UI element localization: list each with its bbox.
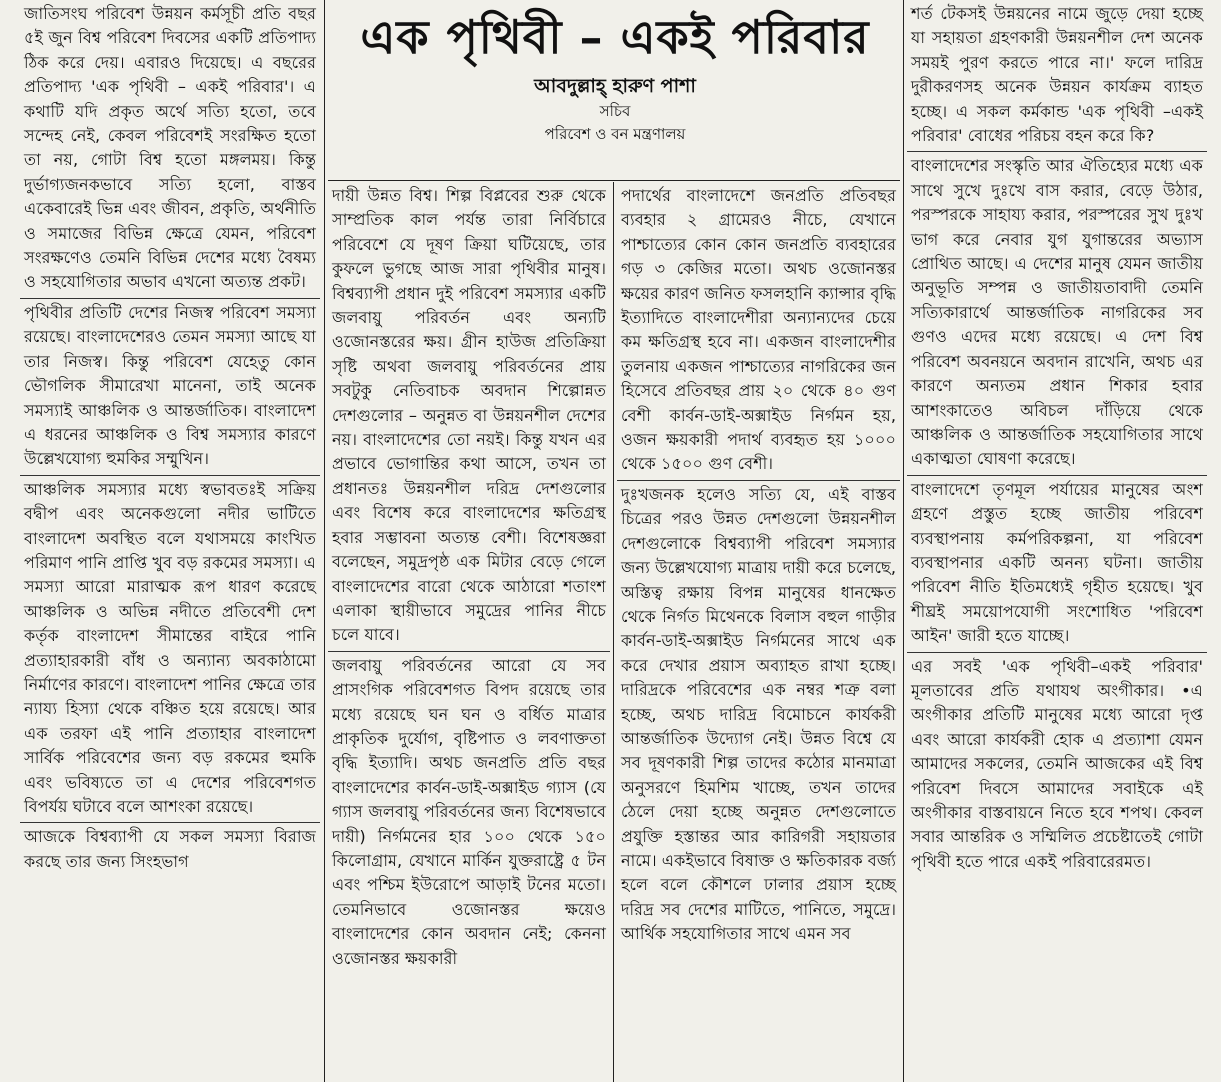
paragraph: পদার্থের বাংলাদেশে জনপ্রতি প্রতিবছর ব্যবহার ২ গ্রামেরও নীচে, যেখানে পাশ্চাত্যের কোন কোন জনপ্রতি ব্যবহারের গড় ৩ কেজির মতো। অথচ ওজোনস্তর ক্ষয়ের কারণ জনিত ফসলহানি ক্যান্সার বৃদ্ধি ইত্যাদিতে বাংলাদেশীরা অন্যান্যদের চেয়ে কম ক্ষতিগ্রস্থ হবে না। একজন বাংলাদেশীর তুলনায় একজন পাশ্চাত্যের নাগরিকের জন হিসেবে প্রতিবছর প্রায় ২০ থেকে ৪০ গুণ বেশী কার্বন-ডাই-অক্সাইড নির্গমন হয়, ওজন ক্ষয়কারী পদার্থ ব্যবহৃত হয় ১০০০ থেকে ১৫০০ গুণ বেশী। <box>617 182 900 481</box>
author-role: সচিব <box>599 102 631 120</box>
paragraph: বাংলাদেশে তৃণমূল পর্যায়ের মানুষের অংশ গ্রহণে প্রস্তুত হচ্ছে জাতীয় পরিবেশ ব্যবস্থাপনায় কর্মপরিকল্পনা, যা পরিবেশ ব্যবস্থাপনার একটি অনন্য ঘটনা। জাতীয় পরিবেশ নীতি ইতিমধ্যেই গৃহীত হয়েছে। খুব শীঘ্রই সময়োপযোগী সংশোধিত 'পরিবেশ আইন' জারী হতে যাচ্ছে। <box>907 476 1207 653</box>
column-3 <box>617 182 900 1082</box>
paragraph: আজকে বিশ্বব্যাপী যে সকল সমস্যা বিরাজ করছে তার জন্য সিংহভাগ <box>24 827 316 871</box>
paragraph: জলবায়ু পরিবর্তনের আরো যে সব প্রাসংগিক পরিবেশগত বিপদ রয়েছে তার মধ্যে রয়েছে ঘন ঘন ও বর্ধিত মাত্রার প্রাকৃতিক দুর্যোগ, বৃষ্টিপাত ও লবণাক্ততা বৃদ্ধি ইত্যাদি। অথচ জনপ্রতি প্রতি বছর বাংলাদেশের কার্বন-ডাই-অক্সাইড গ্যাস (যে গ্যাস জলবায়ু পরিবর্তনের জন্য বিশেষভাবে দায়ী) নির্গমনের হার ১০০ থেকে ১৫০ কিলোগ্রাম, যেখানে মার্কিন যুক্তরাষ্ট্রে ৫ টন এবং পশ্চিম ইউরোপে আড়াই টনের মতো। তেমনিভাবে ওজোনস্তর ক্ষয়েও বাংলাদেশের কোন অবদান নেই; কেননা ওজোনস্তর ক্ষয়কারী <box>332 655 606 968</box>
column-divider <box>324 0 325 1082</box>
paragraph: শর্ত টেকসই উন্নয়নের নামে জুড়ে দেয়া হচ্ছে যা সহায়তা গ্রহণকারী উন্নয়নশীল দেশ অনেক সময়ই পুরণ করতে পারে না।' ফলে দারিদ্র দুরীকরণসহ অনেক উন্নয়ন কার্যক্রম ব্যাহত হচ্ছে। এ সকল কর্মকান্ড 'এক পৃথিবী –একই পরিবার' বোধের পরিচয় বহন করে কি? <box>907 0 1207 152</box>
column-1 <box>20 0 320 1082</box>
article-header <box>330 4 900 146</box>
column-divider <box>613 182 614 1082</box>
article-title: এক পৃথিবী – একই পরিবার <box>360 10 870 64</box>
paragraph: এর সবই 'এক পৃথিবী–একই পরিবার' মূলতাবের প্রতি যথাযথ অংগীকার। •এ অংগীকার প্রতিটি মানুষের মধ্যে আরো দৃপ্ত এবং আরো কার্যকরী হোক এ প্রত্যাশা যেমন আমাদের সকলের, তেমনি আজকের এই বিশ্ব পরিবেশ দিবসে আমাদের সবাইকে এই অংগীকার বাস্তবায়নে নিতে হবে শপথ। কেবল সবার আন্তরিক ও সম্মিলিত প্রচেষ্টাতেই গোটা পৃথিবী হতে পারে একই পরিবারেরমত। <box>911 656 1203 871</box>
column-4 <box>907 0 1207 1082</box>
paragraph: বাংলাদেশের সংস্কৃতি আর ঐতিহ্যের মধ্যে এক সাথে সুখে দুঃখে বাস করার, বেড়ে উঠার, পরস্পরকে সাহায্য করার, পরস্পরের সুখ দুঃখ ভাগ করে নেবার যুগ যুগান্তরের অভ্যাস প্রোথিত আছে। এ দেশের মানুষ যেমন জাতীয় অনুভূতি সম্পন্ন ও জাতীয়তাবাদী তেমনি সত্যিকারার্থে আন্তর্জাতিক নাগরিকের সব গুণও এদের মধ্যে রয়েছে। এ দেশ বিশ্ব পরিবেশ অবনয়নে অবদান রাখেনি, অথচ এর কারণে অন্যতম প্রধান শিকার হবার আশংকাতেও অবিচল দাঁড়িয়ে থেকে আঞ্চলিক ও আন্তর্জাতিক সহযোগিতার সাথে একাত্মতা ঘোষণা করেছে। <box>907 152 1207 475</box>
paragraph: দায়ী উন্নত বিশ্ব। শিল্প বিপ্লবের শুরু থেকে সাম্প্রতিক কাল পর্যন্ত তারা নির্বিচারে পরিবেশে যে দূষণ ক্রিয়া ঘটিয়েছে, তার কুফলে ভুগছে আজ সারা পৃথিবীর মানুষ। বিশ্বব্যাপী প্রধান দুই পরিবেশ সমস্যার একটি জলবায়ু পরিবর্তন এবং অন্যটি ওজোনস্তরের ক্ষয়। গ্রীন হাউজ প্রতিক্রিয়া সৃষ্টি অথবা জলবায়ু পরিবর্তনের প্রায় সবটুকু নেতিবাচক অবদান শিল্পোন্নত দেশগুলোর – অনুন্নত বা উন্নয়নশীল দেশের নয়। বাংলাদেশের তো নয়ই। কিন্তু যখন এর প্রভাবে ভোগান্তির কথা আসে, তখন তা প্রধানতঃ উন্নয়নশীল দরিদ্র দেশগুলোর এবং বিশেষ করে বাংলাদেশের ক্ষতিগ্রস্থ হবার সম্ভাবনা অত্যন্ত বেশী। বিশেষজ্ঞরা বলেছেন, সমুদ্রপৃষ্ঠ এক মিটার বেড়ে গেলে বাংলাদেশের বারো থেকে আঠারো শতাংশ এলাকা স্থায়ীভাবে সমুদ্রের পানির নীচে চলে যাবে। <box>328 182 610 652</box>
paragraph: জাতিসংঘ পরিবেশ উন্নয়ন কর্মসূচী প্রতি বছর ৫ই জুন বিশ্ব পরিবেশ দিবসের একটি প্রতিপাদ্য ঠিক করে দেয়। এবারও দিয়েছে। এ বছরের প্রতিপাদ্য 'এক পৃথিবী – একই পরিবার'। এ কথাটি যদি প্রকৃত অর্থে সত্যি হতো, তবে সন্দেহ নেই, কেবল পরিবেশই সংরক্ষিত হতো তা নয়, গোটা বিশ্ব হতো মঙ্গলময়। কিন্তু দুর্ভাগ্যজনকভাবে সত্যি হলো, বাস্তব একেবারেই ভিন্ন এবং জীবন, প্রকৃতি, অর্থনীতি ও সমাজের বিভিন্ন ক্ষেত্রে যেমন, পরিবেশ সংরক্ষণেও তেমনি বিভিন্ন দেশের মধ্যে বৈষম্য ও সহযোগিতার অভাব এখনো অত্যন্ত প্রকট। <box>20 0 320 299</box>
column-2 <box>328 182 610 1082</box>
paragraph: দুঃখজনক হলেও সত্যি যে, এই বাস্তব চিত্রের পরও উন্নত দেশগুলো উন্নয়নশীল দেশগুলোকে বিশ্বব্যাপী পরিবেশ সমস্যার জন্য উল্লেখযোগ্য মাত্রায় দায়ী করে চলেছে, অস্তিত্ব রক্ষায় বিপন্ন মানুষের ধানক্ষেত থেকে নির্গত মিথেনকে বিলাস বহুল গাড়ীর কার্বন-ডাই-অক্সাইড নির্গমনের সাথে এক করে দেখার প্রয়াস অব্যাহত রাখা হচ্ছে। দারিদ্রকে পরিবেশের এক নম্বর শত্রু বলা হচ্ছে, অথচ দারিদ্র বিমোচনে কার্যকরী আন্তর্জাতিক উদ্যোগ নেই। উন্নত বিশ্বে যে সব দূষণকারী শিল্প তাদের কঠোর মানমাত্রা অনুসরণে হিমশিম খাচ্ছে, তখন তাদের ঠেলে দেয়া হচ্ছে অনুন্নত দেশগুলোতে প্রযুক্তি হস্তান্তর আর কারিগরী সহায়তার নামে। একইভাবে বিষাক্ত ও ক্ষতিকারক বর্জ্য হলে বলে কৌশলে ঢালার প্রয়াস হচ্ছে দরিদ্র সব দেশের মাটিতে, পানিতে, সমুদ্রে। আর্থিক সহযোগিতার সাথে এমন সব <box>621 484 896 944</box>
column-divider <box>903 0 904 1082</box>
author-ministry: পরিবেশ ও বন মন্ত্রণালয় <box>544 125 686 143</box>
header-divider <box>328 180 900 181</box>
paragraph: আঞ্চলিক সমস্যার মধ্যে স্বভাবতঃই সক্রিয় বদ্বীপ এবং অনেকগুলো নদীর ভাটিতে বাংলাদেশ অবস্থিত বলে যথাসময়ে কাংখিত পরিমাণ পানি প্রাপ্তি খুব বড় রকমের সমস্যা। এ সমস্যা আরো মারাত্মক রূপ ধারণ করেছে আঞ্চলিক ও অভিন্ন নদীতে প্রতিবেশী দেশ কর্তৃক বাংলাদেশ সীমান্তের বাইরে পানি প্রত্যাহারকারী বাঁধ ও অন্যান্য অবকাঠামো নির্মাণের কারণে। বাংলাদেশ পানির ক্ষেত্রে তার ন্যায্য হিস্যা থেকে বঞ্চিত হয়ে রয়েছে। আর এক তরফা এই পানি প্রত্যাহার বাংলাদেশ সার্বিক পরিবেশের জন্য বড় রকমের হুমকি এবং ভবিষ্যতে তা এ দেশের পরিবেশগত বিপর্যয় ঘটাবে বলে আশংকা রয়েছে। <box>20 476 320 824</box>
paragraph: পৃথিবীর প্রতিটি দেশের নিজস্ব পরিবেশ সমস্যা রয়েছে। বাংলাদেশেরও তেমন সমস্যা আছে যা তার নিজস্ব। কিন্তু পরিবেশ যেহেতু কোন ভৌগলিক সীমারেখা মানেনা, তাই অনেক সমস্যাই আঞ্চলিক ও আন্তর্জাতিক। বাংলাদেশ এ ধরনের আঞ্চলিক ও বিশ্ব সমস্যার কারণে উল্লেখযোগ্য হুমকির সম্মুখিন। <box>20 299 320 476</box>
article-author: আবদুল্লাহ্ হারুণ পাশা <box>534 75 696 97</box>
